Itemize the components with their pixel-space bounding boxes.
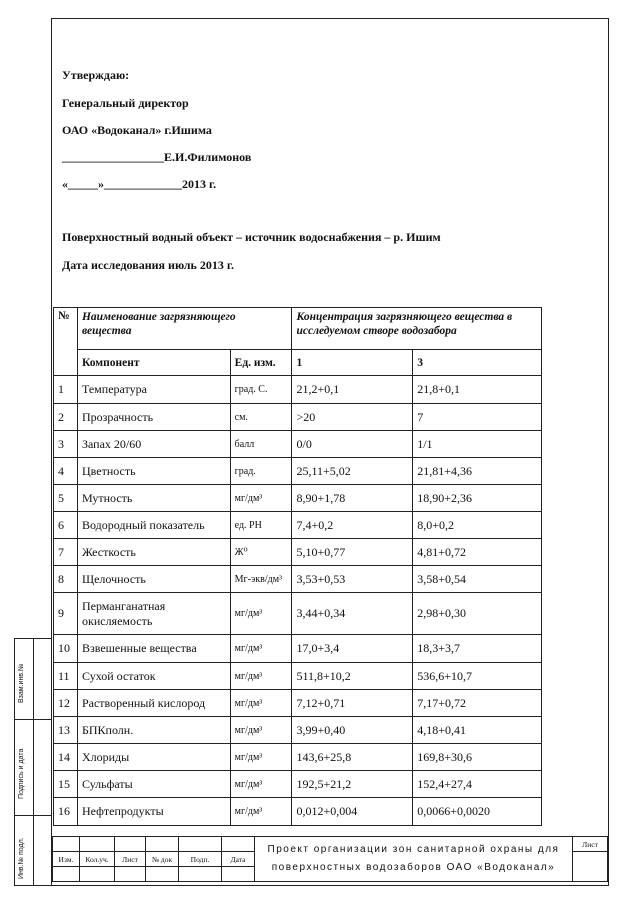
side-stamp [14, 638, 52, 886]
component-name: Водородный показатель [77, 512, 230, 539]
table-row [54, 566, 542, 593]
stamp-col-list: Лист [115, 852, 146, 867]
signature-line: _________________Е.И.Филимонов [62, 150, 252, 164]
stamp-col-date: Дата [222, 852, 255, 867]
value-site-1: 17,0+3,4 [292, 635, 413, 663]
component-name: Жесткость [77, 539, 230, 566]
unit-cell: см. [230, 404, 292, 431]
row-number: 11 [54, 663, 78, 690]
stamp-col-podp: Подп. [179, 852, 222, 867]
unit-cell: мг/дм³ [230, 798, 292, 826]
component-name: Растворенный кислород [77, 690, 230, 717]
row-number: 5 [54, 485, 78, 512]
row-number: 15 [54, 771, 78, 798]
unit-cell: балл [230, 431, 292, 458]
component-name: БПКполн. [77, 717, 230, 744]
value-site-3: 18,90+2,36 [413, 485, 542, 512]
value-site-1: 5,10+0,77 [292, 539, 413, 566]
sheet-number [573, 852, 608, 882]
table-row [54, 539, 542, 566]
value-site-3: 7,17+0,72 [413, 690, 542, 717]
component-name: Нефтепродукты [77, 798, 230, 826]
row-number: 6 [54, 512, 78, 539]
value-site-1: 3,53+0,53 [292, 566, 413, 593]
sheet-label: Лист [573, 837, 608, 852]
side-label-signature: Подпись и дата [18, 748, 25, 799]
value-site-3: 3,58+0,54 [413, 566, 542, 593]
value-site-3: 21,8+0,1 [413, 376, 542, 404]
header-component: Компонент [77, 350, 230, 376]
value-site-1: 511,8+10,2 [292, 663, 413, 690]
row-number: 8 [54, 566, 78, 593]
value-site-1: 25,11+5,02 [292, 458, 413, 485]
row-number: 3 [54, 431, 78, 458]
table-row [54, 458, 542, 485]
value-site-1: 192,5+21,2 [292, 771, 413, 798]
value-site-3: 7 [413, 404, 542, 431]
unit-cell: мг/дм³ [230, 744, 292, 771]
study-date: Дата исследования июль 2013 г. [62, 258, 234, 272]
approve-label: Утверждаю: [62, 68, 130, 82]
row-number: 16 [54, 798, 78, 826]
unit-cell: Ж⁰ [230, 539, 292, 566]
header-name: Наименование загрязняющего вещества [77, 308, 292, 350]
header-col1: 1 [292, 350, 413, 376]
value-site-1: 3,99+0,40 [292, 717, 413, 744]
table-row [54, 404, 542, 431]
approval-date: «_____»_____________2013 г. [62, 177, 217, 191]
table-row [54, 485, 542, 512]
unit-cell: Мг-экв/дм³ [230, 566, 292, 593]
header-concentration: Концентрация загрязняющего вещества в исследуемом створе водозабора [292, 308, 542, 350]
stamp-col-doc: № док [146, 852, 179, 867]
value-site-1: 143,6+25,8 [292, 744, 413, 771]
row-number: 14 [54, 744, 78, 771]
table-row [54, 798, 542, 826]
row-number: 1 [54, 376, 78, 404]
value-site-1: 0,012+0,004 [292, 798, 413, 826]
table-row [54, 690, 542, 717]
value-site-1: 8,90+1,78 [292, 485, 413, 512]
value-site-3: 0,0066+0,0020 [413, 798, 542, 826]
component-name: Перманганатная окисляемость [77, 593, 230, 635]
object-title: Поверхностный водный объект – источник водоснабжения – р. Ишим [62, 230, 441, 244]
table-row [54, 376, 542, 404]
unit-cell: град. С. [230, 376, 292, 404]
pollutants-table [53, 307, 542, 826]
row-number: 13 [54, 717, 78, 744]
header-no: № [54, 308, 78, 376]
component-name: Сухой остаток [77, 663, 230, 690]
title-block [52, 836, 608, 882]
unit-cell: мг/дм³ [230, 485, 292, 512]
value-site-3: 169,8+30,6 [413, 744, 542, 771]
value-site-3: 4,81+0,72 [413, 539, 542, 566]
header-unit: Ед. изм. [230, 350, 292, 376]
side-label-replace: Взам.инв.№ [18, 663, 25, 703]
table-row [54, 593, 542, 635]
stamp-col-izm: Изм. [53, 852, 80, 867]
value-site-1: 21,2+0,1 [292, 376, 413, 404]
unit-cell: град. [230, 458, 292, 485]
component-name: Взвешенные вещества [77, 635, 230, 663]
value-site-3: 8,0+0,2 [413, 512, 542, 539]
unit-cell: мг/дм³ [230, 593, 292, 635]
table-row [54, 512, 542, 539]
row-number: 9 [54, 593, 78, 635]
component-name: Хлориды [77, 744, 230, 771]
row-number: 4 [54, 458, 78, 485]
value-site-1: >20 [292, 404, 413, 431]
table-row [54, 771, 542, 798]
value-site-3: 4,18+0,41 [413, 717, 542, 744]
unit-cell: мг/дм³ [230, 663, 292, 690]
value-site-1: 0/0 [292, 431, 413, 458]
position-label: Генеральный директор [62, 96, 189, 110]
component-name: Запах 20/60 [77, 431, 230, 458]
value-site-3: 18,3+3,7 [413, 635, 542, 663]
component-name: Щелочность [77, 566, 230, 593]
project-title-line1: Проект организации зон санитарной охраны для [267, 844, 560, 855]
header-col3: 3 [413, 350, 542, 376]
value-site-3: 2,98+0,30 [413, 593, 542, 635]
project-title-line2: поверхностных водозаборов ОАО «Водоканал» [271, 862, 556, 873]
table-row [54, 635, 542, 663]
table-row [54, 744, 542, 771]
unit-cell: мг/дм³ [230, 635, 292, 663]
row-number: 2 [54, 404, 78, 431]
row-number: 12 [54, 690, 78, 717]
table-row [54, 431, 542, 458]
component-name: Прозрачность [77, 404, 230, 431]
stamp-col-koluch: Кол.уч. [80, 852, 115, 867]
value-site-3: 21,81+4,36 [413, 458, 542, 485]
table-row [54, 663, 542, 690]
unit-cell: мг/дм³ [230, 690, 292, 717]
component-name: Температура [77, 376, 230, 404]
value-site-3: 536,6+10,7 [413, 663, 542, 690]
unit-cell: мг/дм³ [230, 771, 292, 798]
unit-cell: ед. РН [230, 512, 292, 539]
value-site-1: 7,4+0,2 [292, 512, 413, 539]
value-site-3: 152,4+27,4 [413, 771, 542, 798]
table-row [54, 717, 542, 744]
component-name: Мутность [77, 485, 230, 512]
project-title [255, 837, 573, 882]
row-number: 7 [54, 539, 78, 566]
side-label-inventory: Инв.№ подл. [18, 837, 25, 879]
component-name: Цветность [77, 458, 230, 485]
company-label: ОАО «Водоканал» г.Ишима [62, 123, 212, 137]
value-site-1: 3,44+0,34 [292, 593, 413, 635]
unit-cell: мг/дм³ [230, 717, 292, 744]
row-number: 10 [54, 635, 78, 663]
value-site-3: 1/1 [413, 431, 542, 458]
value-site-1: 7,12+0,71 [292, 690, 413, 717]
component-name: Сульфаты [77, 771, 230, 798]
